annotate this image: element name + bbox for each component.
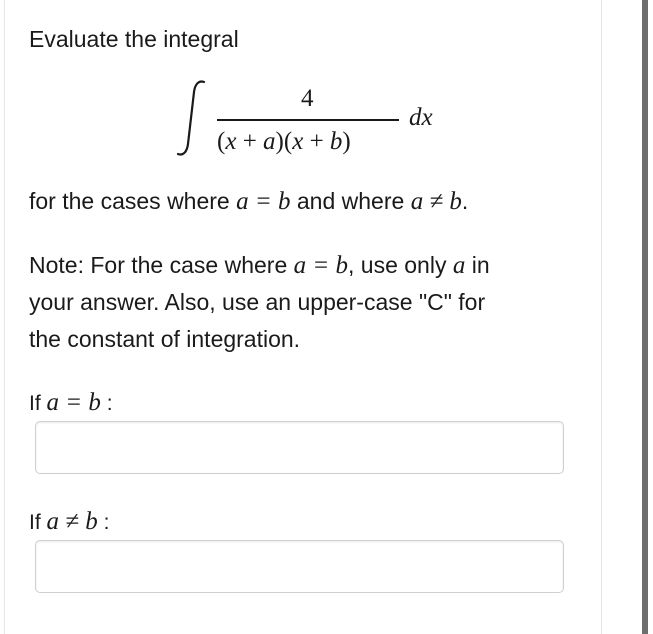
note-mid: , use only (348, 252, 453, 278)
case1-prefix: If (29, 392, 47, 415)
note-line-1 (29, 251, 490, 280)
case1-answer-input[interactable] (35, 421, 564, 474)
case2-label (29, 508, 109, 537)
cases-end-text: . (461, 188, 469, 214)
note-end: in (465, 252, 490, 278)
case1-label (29, 389, 113, 418)
denominator-x2: x (292, 128, 304, 155)
case1-suffix: : (100, 392, 113, 415)
note-eq-math: a = b (293, 252, 348, 279)
denominator-paren-close: ) (342, 128, 351, 155)
denominator-x1: x (225, 128, 237, 155)
fraction-bar (217, 119, 399, 121)
denominator-plus2: + (303, 128, 330, 155)
note-line-2: your answer. Also, use an upper-case "C" for (29, 289, 486, 315)
prompt-label: Evaluate the integral (29, 26, 239, 52)
denominator-b: b (329, 128, 343, 155)
note-start: Note: For the case where (29, 252, 294, 278)
question-card (4, 0, 602, 634)
differential: dx (409, 104, 433, 131)
cases-text (29, 187, 468, 216)
denominator-paren-mid: )( (275, 128, 293, 155)
case2-answer-input[interactable] (35, 540, 564, 593)
note-line-3: the constant of integration. (29, 326, 301, 352)
denominator-a: a (263, 128, 276, 155)
cases-text-start: for the cases where (29, 188, 237, 214)
right-edge (648, 0, 653, 634)
case1-condition: a = b (46, 389, 101, 416)
cases-and-text: and where (290, 188, 411, 214)
case2-condition: a ≠ b (46, 508, 98, 535)
case2-suffix: : (97, 511, 110, 534)
prompt-text (29, 25, 239, 53)
denominator-plus1: + (236, 128, 264, 155)
cases-neq-math: a ≠ b (410, 188, 462, 215)
cases-eq-math: a = b (236, 188, 291, 215)
integrand-denominator (217, 128, 351, 156)
integrand-numerator: 4 (301, 85, 314, 112)
case2-prefix: If (29, 511, 47, 534)
denominator-paren-open: ( (217, 128, 226, 155)
note-var-math: a (452, 252, 466, 279)
right-gutter (602, 0, 642, 634)
integral-sign-icon (173, 78, 213, 158)
